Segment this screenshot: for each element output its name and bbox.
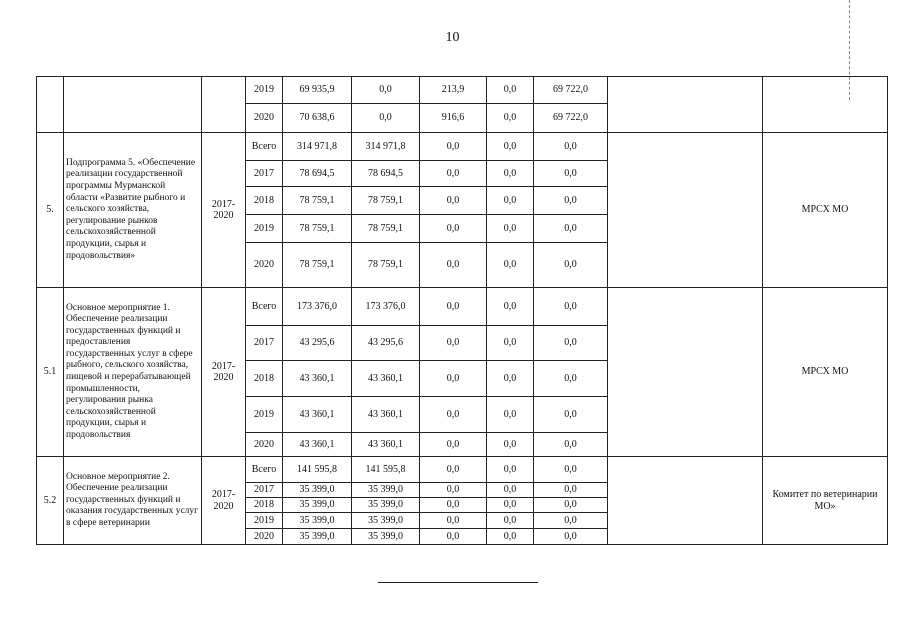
table-row: [37, 133, 888, 161]
value-other: 0,0: [534, 326, 608, 361]
value-local: 0,0: [487, 397, 534, 433]
year-cell: 2020: [246, 433, 283, 457]
value-federal: 35 399,0: [352, 498, 420, 513]
section-period: 2017-2020: [202, 457, 246, 545]
value-local: 0,0: [487, 326, 534, 361]
value-other: 0,0: [534, 529, 608, 545]
value-local: 0,0: [487, 483, 534, 498]
value-total: 78 759,1: [283, 243, 352, 288]
page-number: 10: [445, 30, 460, 45]
value-other: 0,0: [534, 133, 608, 161]
value-regional: 0,0: [420, 529, 487, 545]
value-other: 0,0: [534, 457, 608, 483]
program-funding-table: [36, 76, 888, 545]
year-cell: Всего: [246, 133, 283, 161]
value-local: 0,0: [487, 77, 534, 104]
year-cell: 2019: [246, 513, 283, 529]
value-other: 0,0: [534, 397, 608, 433]
year-cell: 2019: [246, 77, 283, 104]
section-title: Основное мероприятие 2. Обеспечение реализации государственных функций и оказания государственных услуг в сфере ветеринарии: [64, 457, 202, 545]
value-total: 141 595,8: [283, 457, 352, 483]
table-row: [37, 288, 888, 326]
value-federal: 0,0: [352, 104, 420, 133]
value-total: 43 360,1: [283, 361, 352, 397]
value-local: 0,0: [487, 288, 534, 326]
value-federal: 0,0: [352, 77, 420, 104]
value-other: 69 722,0: [534, 77, 608, 104]
indicator-cell: [608, 133, 763, 288]
year-cell: Всего: [246, 288, 283, 326]
value-other: 0,0: [534, 187, 608, 215]
value-local: 0,0: [487, 361, 534, 397]
section-period: 2017-2020: [202, 288, 246, 457]
year-cell: 2017: [246, 326, 283, 361]
value-federal: 43 360,1: [352, 361, 420, 397]
value-federal: 78 759,1: [352, 215, 420, 243]
value-federal: 35 399,0: [352, 483, 420, 498]
value-other: 0,0: [534, 433, 608, 457]
value-other: 0,0: [534, 361, 608, 397]
section-period: 2017-2020: [202, 133, 246, 288]
year-cell: 2019: [246, 215, 283, 243]
row-title-cell: [64, 77, 202, 133]
value-local: 0,0: [487, 513, 534, 529]
value-federal: 35 399,0: [352, 529, 420, 545]
value-total: 70 638,6: [283, 104, 352, 133]
value-federal: 78 694,5: [352, 161, 420, 187]
value-federal: 43 360,1: [352, 433, 420, 457]
section-executor: МРСХ МО: [763, 133, 888, 288]
value-local: 0,0: [487, 215, 534, 243]
value-regional: 0,0: [420, 187, 487, 215]
section-number: 5.2: [37, 457, 64, 545]
value-total: 78 694,5: [283, 161, 352, 187]
section-title: Основное мероприятие 1. Обеспечение реализации государственных функций и предоставления государственных услуг в сфере рыбного, сельского хозяйства, пищевой и перерабатывающей промышленности, регулирования рынка сельскохозяйственной продукции, сырья и продовольствия: [64, 288, 202, 457]
row-number-cell: [37, 77, 64, 133]
value-federal: 43 295,6: [352, 326, 420, 361]
value-federal: 314 971,8: [352, 133, 420, 161]
year-cell: 2018: [246, 361, 283, 397]
value-other: 0,0: [534, 483, 608, 498]
section-executor: МРСХ МО: [763, 288, 888, 457]
value-regional: 0,0: [420, 161, 487, 187]
value-total: 43 295,6: [283, 326, 352, 361]
value-total: 43 360,1: [283, 433, 352, 457]
footnote-divider: [378, 582, 538, 583]
value-local: 0,0: [487, 498, 534, 513]
value-regional: 0,0: [420, 513, 487, 529]
value-federal: 141 595,8: [352, 457, 420, 483]
value-regional: 916,6: [420, 104, 487, 133]
value-regional: 0,0: [420, 361, 487, 397]
value-other: 0,0: [534, 513, 608, 529]
value-total: 35 399,0: [283, 529, 352, 545]
value-federal: 78 759,1: [352, 243, 420, 288]
year-cell: 2017: [246, 161, 283, 187]
value-other: 0,0: [534, 215, 608, 243]
section-number: 5.: [37, 133, 64, 288]
value-local: 0,0: [487, 529, 534, 545]
year-cell: 2019: [246, 397, 283, 433]
value-regional: 0,0: [420, 133, 487, 161]
value-federal: 43 360,1: [352, 397, 420, 433]
value-regional: 0,0: [420, 433, 487, 457]
table-row: [37, 77, 888, 104]
value-total: 69 935,9: [283, 77, 352, 104]
value-regional: 0,0: [420, 215, 487, 243]
year-cell: 2020: [246, 243, 283, 288]
year-cell: 2018: [246, 187, 283, 215]
value-other: 0,0: [534, 243, 608, 288]
period-cell: [202, 77, 246, 133]
value-regional: 0,0: [420, 457, 487, 483]
value-local: 0,0: [487, 161, 534, 187]
value-regional: 0,0: [420, 326, 487, 361]
value-regional: 0,0: [420, 498, 487, 513]
value-federal: 35 399,0: [352, 513, 420, 529]
value-federal: 78 759,1: [352, 187, 420, 215]
value-total: 314 971,8: [283, 133, 352, 161]
value-total: 78 759,1: [283, 187, 352, 215]
section-title: Подпрограмма 5. «Обеспечение реализации государственной программы Мурманской области «Развитие рыбного и сельского хозяйства, регулирование рынков сельскохозяйственной продукции, сырья и продовольствия»: [64, 133, 202, 288]
table-row: [37, 457, 888, 483]
executor-cell: [763, 77, 888, 133]
year-cell: 2020: [246, 529, 283, 545]
value-local: 0,0: [487, 243, 534, 288]
value-federal: 173 376,0: [352, 288, 420, 326]
indicator-cell: [608, 288, 763, 457]
value-regional: 0,0: [420, 483, 487, 498]
section-executor: Комитет по ветеринарии МО»: [763, 457, 888, 545]
value-other: 0,0: [534, 498, 608, 513]
value-local: 0,0: [487, 133, 534, 161]
value-regional: 0,0: [420, 288, 487, 326]
value-local: 0,0: [487, 433, 534, 457]
value-total: 35 399,0: [283, 513, 352, 529]
value-regional: 213,9: [420, 77, 487, 104]
year-cell: 2017: [246, 483, 283, 498]
year-cell: 2018: [246, 498, 283, 513]
value-regional: 0,0: [420, 397, 487, 433]
value-local: 0,0: [487, 104, 534, 133]
year-cell: Всего: [246, 457, 283, 483]
value-total: 35 399,0: [283, 498, 352, 513]
value-total: 43 360,1: [283, 397, 352, 433]
value-other: 0,0: [534, 161, 608, 187]
value-total: 35 399,0: [283, 483, 352, 498]
section-number: 5.1: [37, 288, 64, 457]
value-local: 0,0: [487, 187, 534, 215]
value-other: 69 722,0: [534, 104, 608, 133]
indicator-cell: [608, 77, 763, 133]
value-total: 78 759,1: [283, 215, 352, 243]
value-total: 173 376,0: [283, 288, 352, 326]
value-regional: 0,0: [420, 243, 487, 288]
value-other: 0,0: [534, 288, 608, 326]
indicator-cell: [608, 457, 763, 545]
year-cell: 2020: [246, 104, 283, 133]
value-local: 0,0: [487, 457, 534, 483]
